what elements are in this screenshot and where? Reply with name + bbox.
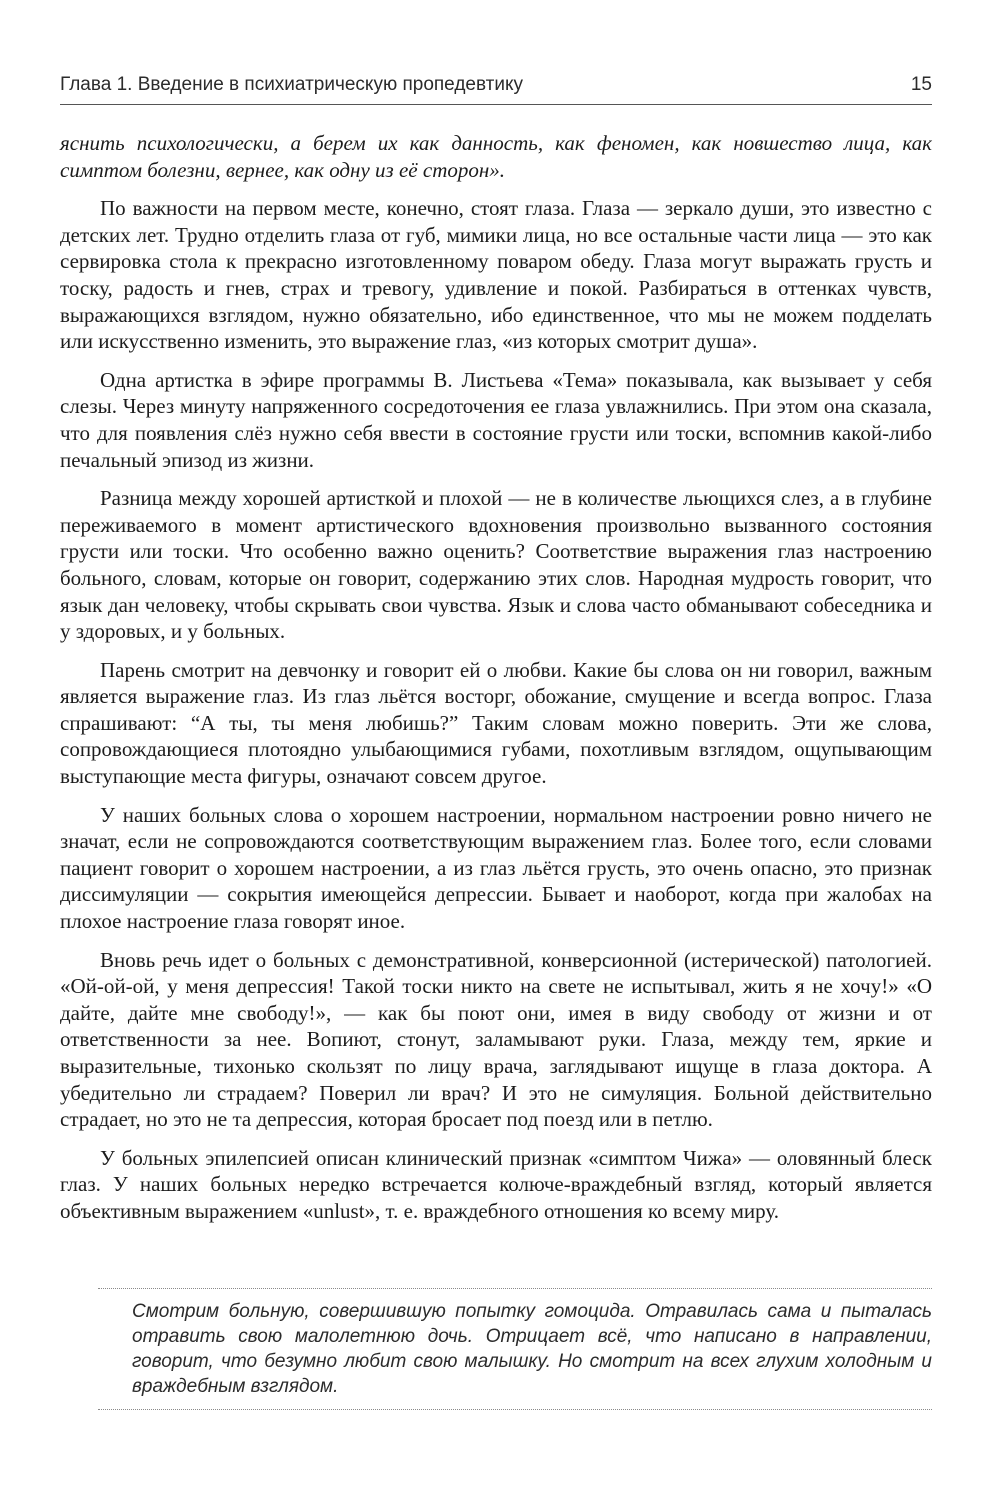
- paragraph: Парень смотрит на девчонку и говорит ей о любви. Какие бы слова он ни говорил, важным является выражение глаз. Из глаз льётся восторг, обожание, смущение и всегда вопрос. Глаза спрашивают: “А ты, ты меня любишь?” Таким словам можно поверить. Эти же слова, сопровождающиеся плотоядно улыбающимися губами, похотливым взглядом, ощупывающим выступающие места фигуры, означают совсем другое.: [60, 657, 932, 789]
- case-note-text: Смотрим больную, совершившую попытку гомоцида. Отравилась сама и пыталась отравить свою малолетнюю дочь. Отрицает всё, что написано в направлении, говорит, что безумно любит свою малышку. Но смотрит на всех глухим холодным и враждебным взглядом.: [132, 1301, 932, 1397]
- paragraph: Одна артистка в эфире программы В. Листьева «Тема» показывала, как вызывает у себя слезы. Через минуту напряженного сосредоточения ее глаза увлажнились. При этом она сказала, что для появления слёз нужно себя ввести в состояние грусти или тоски, вспомнив какой-либо печальный эпизод из жизни.: [60, 367, 932, 472]
- case-note-box: [98, 1288, 932, 1410]
- paragraph: У больных эпилепсией описан клинический признак «симптом Чижа» — оловянный блеск глаз. У наших больных нередко встречается колюче-враждебный взгляд, который является объективным выражением «unlust», т. е. враждебного отношения ко всему миру.: [60, 1145, 932, 1223]
- lead-italic-paragraph: яснить психологически, а берем их как данность, как феномен, как новшество лица, как симптом болезни, вернее, как одну из её сторон».: [60, 131, 932, 182]
- paragraph: Вновь речь идет о больных с демонстративной, конверсионной (истерической) патологией. «Ой-ой-ой, у меня депрессия! Такой тоски никто на свете не испытывал, жить я не хочу!» «О дайте, дайте мне свободу!», — как бы поют они, имея в виду свободу от жизни и от ответственности за нее. Вопиют, стонут, заламывают руки. Глаза, между тем, яркие и выразительные, тихонько скользят по лицу врача, заглядывают ищуще в глаза доктора. А убедительно ли страдаем? Поверил ли врач? И это не симуляция. Больной действительно страдает, но это не та депрессия, которая бросает под поезд или в петлю.: [60, 947, 932, 1132]
- header-rule: [60, 104, 932, 105]
- running-head: [60, 74, 932, 96]
- body-text: [60, 130, 932, 1237]
- page-number: 15: [910, 74, 932, 95]
- chapter-title: Глава 1. Введение в психиатрическую пропедевтику: [60, 74, 524, 95]
- paragraph: По важности на первом месте, конечно, стоят глаза. Глаза — зеркало души, это известно с детских лет. Трудно отделить глаза от губ, мимики лица, но все остальные части лица — это как сервировка стола к прекрасно изготовленному поваром обеду. Глаза могут выражать грусть и тоску, радость и гнев, страх и тревогу, удивление и покой. Разбираться в оттенках чувств, выражающихся взглядом, нужно обязательно, ибо единственное, что мы не можем подделать или искусственно изменить, это выражение глаз, «из которых смотрит душа».: [60, 196, 932, 354]
- paragraph: Разница между хорошей артисткой и плохой — не в количестве льющихся слез, а в глубине переживаемого в момент артистического вдохновения произвольно вызванного состояния грусти или тоски. Что особенно важно оценить? Соответствие выражения глаз настроению больного, словам, которые он говорит, содержанию этих слов. Народная мудрость говорит, что язык дан человеку, чтобы скрывать свои чувства. Язык и слова часто обманывают собеседника и у здоровых, и у больных.: [60, 486, 932, 644]
- paragraph: У наших больных слова о хорошем настроении, нормальном настроении ровно ничего не значат, если не сопровождаются соответствующим выражением глаз. Более того, если словами пациент говорит о хорошем настроении, а из глаз льётся грусть, это очень опасно, это признак диссимуляции — сокрытия имеющейся депрессии. Бывает и наоборот, когда при жалобах на плохое настроение глаза говорят иное.: [60, 802, 932, 934]
